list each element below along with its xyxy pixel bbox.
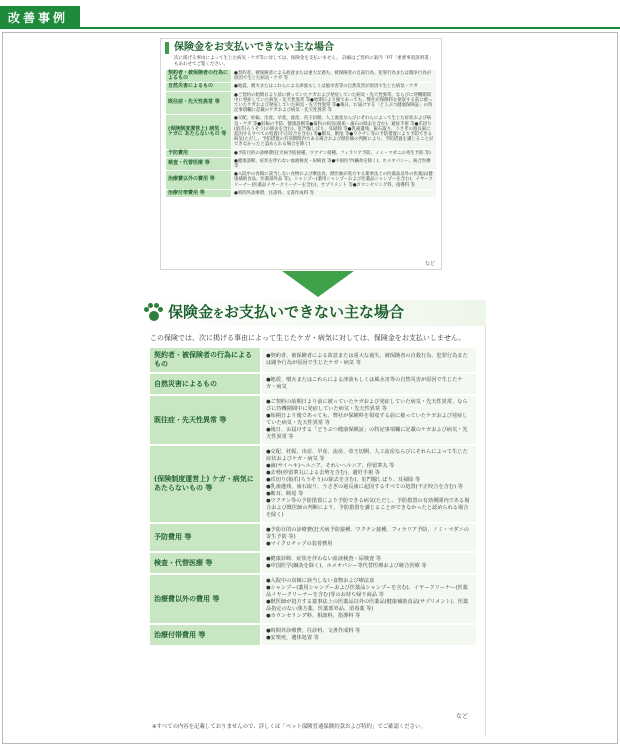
detail-item: ●去勢(停留睾丸による去勢を含む)、避妊手術 等 [266, 470, 380, 476]
table-row [166, 149, 437, 157]
table-row [166, 91, 437, 115]
down-arrow-icon [282, 271, 354, 297]
detail-item: ●中国医学(鍼灸を除く)、ホメオパシー、統合医療 等 [234, 158, 431, 170]
table-row [150, 524, 476, 551]
row-details [232, 115, 437, 149]
after-table [150, 346, 476, 647]
detail-item: ●入院中の食餌に該当しない食物および療法食、獣医師が処方する薬事法上の医薬品以外の医薬品(健康補助食品、医薬部外品 等)、シャンプー(薬用シャンプーおよび医薬品シャンプーを含む)、イヤークリーナー(医薬品イヤークリーナーを含む)、サプリメント 等 [234, 172, 434, 188]
row-category: 治療費以外の費用 等 [150, 575, 262, 623]
detail-item: ●後日、お届けする「どうぶつ健康保険証」の特記事項欄に記載のケガおよび病気・先天性異常 等 [234, 103, 433, 114]
before-nado: など [424, 261, 435, 267]
row-details [262, 396, 476, 444]
table-row [166, 70, 437, 83]
before-table [165, 69, 437, 198]
table-row [166, 115, 437, 149]
row-category: 検査・代替医療 等 [166, 157, 232, 170]
detail-item: ●マイクロチップの装着費用 [266, 541, 333, 547]
row-category: 治療付帯費用 等 [150, 625, 262, 645]
detail-item: ●時間外診療費、往診料、文書作成料 等 [266, 628, 361, 634]
detail-item: ●安楽死、遺体処置 等 [266, 635, 319, 641]
detail-item: ●地震、噴火またはこれらによる津波もしくは風水害等の自然災害が原因で生じた病気・ケガ [234, 84, 418, 90]
detail-item: ●獣医師が処方する薬事法上の医薬品以外の医薬品(健康補助食品(サプリメント)、医薬品指定のない漢方薬、医薬部外品、消毒薬 等) [266, 599, 469, 612]
row-details [262, 348, 476, 372]
row-category: 契約者・被保険者の行為によるもの [166, 70, 232, 83]
row-details [262, 524, 476, 551]
detail-item: ●爪切り(狼爪(ろうそう)の除去を含む)、肛門腺しぼり、耳掃除 等 [266, 477, 421, 483]
row-category: 自然災害によるもの [150, 374, 262, 394]
detail-item: ●ワクチン等の予防措置により予防できる病気(ただし、予防措置の有効期間内である場合および獣医師の判断により、予防措置を講じることができなかったと認められる場合を除く) [266, 498, 470, 518]
table-row [150, 374, 476, 394]
detail-item: ●予防目的の診療費(狂犬病予防接種、ワクチン接種、フィラリア予防、ノミ・マダニの寄生予防 等) [266, 527, 469, 540]
detail-item: ●契約者、被保険者による故意または重大な過失、被保険者の自殺行為、犯罪行為または闘争行為が原因で生じたケガ・病気 等 [266, 353, 468, 366]
detail-item: ●始期日より後であっても、弊社が保険料を領収する前に被っていたケガおよび発症していた病気・先天性異常 等 [266, 413, 468, 426]
detail-item: ●歯科の病気(歯垢・歯石の除去を含む)、避妊手術 等 [309, 121, 415, 127]
detail-item: ●ご契約の始期日より前に被っていたケガおよび発症していた病気・先天性異常、ならびに待機期間中に発症していた病気・先天性異常 等 [234, 92, 431, 103]
row-category: 契約者・被保険者の行為によるもの [150, 348, 262, 372]
detail-item: ●地震、噴火またはこれらによる津波もしくは風水害等の自然災害が原因で生じたケガ・病気 [266, 377, 463, 390]
paw-icon [142, 302, 164, 324]
after-title-main: 保険金 [168, 303, 214, 321]
detail-item: ●カウンセリング料、指導料 等 [352, 182, 415, 188]
header-tab [0, 6, 80, 28]
table-row [150, 625, 476, 645]
detail-item: ●断耳、断尾 等 [317, 132, 350, 138]
row-category: 自然災害によるもの [166, 83, 232, 91]
row-details [262, 625, 476, 645]
row-details [232, 189, 437, 197]
after-title-rest: お支払いできない主な場合 [224, 303, 405, 321]
table-row [150, 348, 476, 372]
detail-item: ●断耳、断尾 等 [266, 491, 304, 497]
detail-item: ●ご契約の始期日より前に被っていたケガおよび発症していた病気・先天性異常、ならびに待機期間中に発症していた病気・先天性異常 等 [266, 399, 468, 412]
table-row [150, 396, 476, 444]
after-document [140, 300, 486, 736]
row-category: 治療付帯費用 等 [166, 189, 232, 197]
row-details [232, 70, 437, 83]
detail-item: ●予防目的の診療費(狂犬病予防接種、ワクチン接種、フィラリア予防、ノミ・マダニの寄生予防 等) [234, 150, 431, 156]
row-category: 既往症・先天性異常 等 [166, 91, 232, 115]
header-divider [0, 27, 620, 29]
row-category: (保険制度運営上) ケガ・病気にあたらないもの 等 [150, 446, 262, 522]
after-title [168, 302, 404, 324]
detail-item: ●交配、妊娠、出産、早産、流産、帝王切開、人工流産ならびにそれらによって生じた症状およびケガ・病気 等 [266, 449, 468, 462]
detail-item: ●カウンセリング料、相談料、指導料 等 [266, 613, 361, 619]
detail-item: ●後日、お届けする「どうぶつ健康保険証」の特記事項欄に記載のケガおよび病気・先天性異常 等 [266, 427, 468, 440]
row-details [232, 157, 437, 170]
detail-item: ●時間外診療費、往診料、文書作成料 等 [234, 190, 314, 196]
row-details [232, 83, 437, 91]
table-row [166, 171, 437, 190]
detail-item: ●妊娠の予防、健康診断等 [257, 121, 310, 127]
detail-item: ●中国医学(鍼灸を除く)、ホメオパシー等代替医療および統合医療 等 [266, 563, 427, 569]
after-header [140, 300, 486, 326]
after-footnote: ※すべての内容を記載しておりませんので、詳しくは「ペット保険普通保険約款および特約」でご確認ください。 [152, 724, 426, 730]
table-row [150, 553, 476, 573]
detail-item: ●健康診断、症状を伴わない血液検査・尿検査 等 [266, 556, 382, 562]
detail-item: ●契約者、被保険者による故意または重大な過失、被保険者の自殺行為、犯罪行為または闘争行為が原因で生じた病気・ケガ 等 [234, 71, 432, 82]
table-row [150, 575, 476, 623]
row-details [262, 575, 476, 623]
detail-item: ●始期日より後であっても、弊社が保険料を領収する前に被っていたケガおよび発症していた病気・先天性異常 等 [234, 97, 433, 109]
row-details [232, 171, 437, 190]
detail-item: ●健康診断、症状を伴わない血液検査・尿検査 等 [234, 158, 332, 164]
table-row [150, 446, 476, 522]
row-details [232, 149, 437, 157]
row-category: 予防費用 等 [150, 524, 262, 551]
table-row [166, 189, 437, 197]
row-details [262, 374, 476, 394]
row-category: 検査・代替医療 等 [150, 553, 262, 573]
table-row [166, 83, 437, 91]
row-category: 既往症・先天性異常 等 [150, 396, 262, 444]
row-details [262, 553, 476, 573]
detail-item: ●入院中の食餌に該当しない食物および療法食 [266, 578, 375, 584]
detail-item: ●爪切り(狼爪(ろうそう)の除去を含む)、肛門腺しぼり、耳掃除 等 [234, 121, 432, 132]
after-title-particle: を [213, 307, 225, 320]
after-nado: など [456, 713, 469, 720]
header-title: 改善事例 [8, 11, 69, 25]
detail-item: ●ワクチン等の予防措置により予防できる病気(ただし、予防措置の有効期間内である場合および獣医師の判断により、予防措置を講じることができなかったと認められる場合を除く) [234, 132, 434, 148]
table-row [166, 157, 437, 170]
detail-item: ●交配、妊娠、出産、早産、流産、帝王切開、人工流産ならびにそれらによって生じた症状および病気・ケガ 等 [234, 116, 432, 127]
detail-item: ●シャンプー(薬用シャンプーおよび医薬品シャンプーを含む)、イヤークリーナー(医薬品イヤークリーナーを含む)等のお持ち帰り商品 等 [266, 585, 468, 598]
before-intro: 次に掲げる事由によって生じた病気・ケガ等に対しては、保険金を支払いません。 詳細はご契約の案内「P7「重要事項説明書」もあわせてご覧ください。 [174, 56, 434, 67]
detail-item: ●乳歯遺残、歯石取り、うさぎの過長歯に起因するすべての処置(不正咬合を含む) 等 [234, 126, 431, 138]
row-details [232, 91, 437, 115]
after-intro: この保険では、次に掲げる事由によって生じたケガ・病気に対しては、保険金をお支払いしません。 [150, 334, 466, 342]
detail-item: ●乳歯遺残、歯石取り、うさぎの過長歯に起因するすべての処置(不正咬合を含む) 等 [266, 484, 463, 490]
before-title: 保険金をお支払いできない主な場合 [165, 42, 437, 54]
before-document [160, 38, 442, 270]
detail-item: ●歯(サイヘキ)ヘルニア、それいヘルニア、停留睾丸 等 [266, 463, 395, 469]
row-category: 治療費以外の費用 等 [166, 171, 232, 190]
row-category: 予防費用 [166, 149, 232, 157]
row-details [262, 446, 476, 522]
row-category: (保険制度運営上) 病気・ケガに あたらないもの 等 [166, 115, 232, 149]
